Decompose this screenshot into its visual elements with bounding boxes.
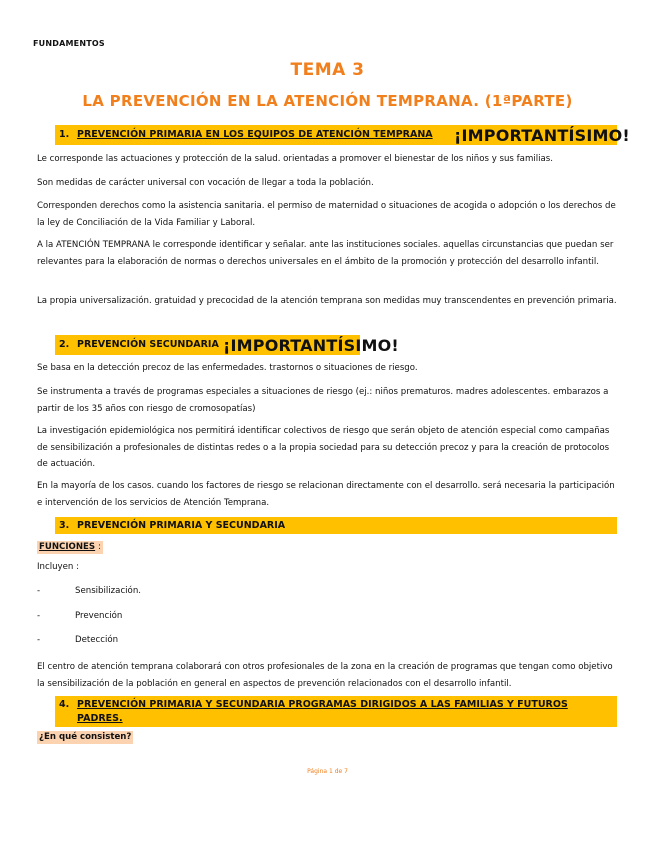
s2-paragraph-4: En la mayoría de los casos. cuando los factores de riesgo se relacionan directamente con el desarrollo. será necesaria la participación e intervención de los servicios de Atención Temprana. [37,481,615,508]
section-4-title-line1: PREVENCIÓN PRIMARIA Y SECUNDARIA PROGRAMAS DIRIGIDOS A LAS FAMILIAS Y FUTUROS [77,699,568,710]
s1-paragraph-5: La propia universalización. gratuidad y precocidad de la atención temprana son medidas muy transcendentes en prevención primaria. [37,296,617,306]
section-1-highlight: ¡IMPORTANTÍSIMO! [454,126,630,145]
header-label: FUNDAMENTOS [33,39,105,48]
s3-paragraph: El centro de atención temprana colaborará con otros profesionales de la zona en la creación de programas que tengan como objetivo la sensibilización de la población en general en aspectos de prevención relacionados con el desarrollo infantil. [37,662,613,689]
section-3-title: PREVENCIÓN PRIMARIA Y SECUNDARIA [77,520,286,531]
section-1-title: PREVENCIÓN PRIMARIA EN LOS EQUIPOS DE ATENCIÓN TEMPRANA [77,129,433,140]
s1-paragraph-3: Corresponden derechos como la asistencia sanitaria. el permiso de maternidad o situaciones de acogida o adopción o los derechos de la ley de Conciliación de la Vida Familiar y Laboral. [37,201,616,228]
section-3-heading [55,517,617,534]
question-label: ¿En qué consisten? [39,732,132,742]
funciones-label [37,541,103,554]
funciones-label-text: FUNCIONES [39,542,96,552]
section-1-number: 1. [59,129,70,140]
s2-paragraph-2: Se instrumenta a través de programas especiales a situaciones de riesgo (ej.: niños prematuros. madres adolescentes. embarazos a partir de los 35 años con riesgo de cromosopatías) [37,387,609,414]
bullet-dash: - [37,611,41,621]
page-footer: Página 1 de 7 [307,768,348,775]
s1-paragraph-1: Le corresponde las actuaciones y protección de la salud. orientadas a promover el bienestar de los niños y sus familias. [37,154,553,164]
section-4-number: 4. [59,699,70,710]
section-2-heading [55,335,399,355]
funciones-label-colon: : [98,542,102,552]
section-4-heading [55,696,617,727]
s1-paragraph-2: Son medidas de carácter universal con vocación de llegar a toda la población. [37,178,374,188]
bullet-text: Detección [75,635,119,645]
section-4-title-line2: PADRES. [77,713,123,724]
section-1-heading [55,125,630,145]
section-3-number: 3. [59,520,70,531]
bullet-text: Sensibilización. [75,586,141,596]
s2-paragraph-1: Se basa en la detección precoz de las enfermedades. trastornos o situaciones de riesgo. [37,363,418,373]
s1-paragraph-4: A la ATENCIÓN TEMPRANA le corresponde identificar y señalar. ante las instituciones sociales. aquellas circunstancias que puedan ser relevantes para la elaboración de normas o derechos universales en el ámbito de la promoción y protección del desarrollo infantil. [37,240,614,267]
tema-title: TEMA 3 [290,60,365,80]
bullet-text: Prevención [75,611,123,621]
section-2-title: PREVENCIÓN SECUNDARIA [77,339,219,350]
s3-intro: Incluyen : [37,562,79,572]
bullet-dash: - [37,586,41,596]
section-2-number: 2. [59,339,70,350]
document-subtitle: LA PREVENCIÓN EN LA ATENCIÓN TEMPRANA. (1ªPARTE) [82,92,573,110]
bullet-dash: - [37,635,41,645]
s2-paragraph-3: La investigación epidemiológica nos permitirá identificar colectivos de riesgo que serán objeto de atención especial como campañas de sensibilización a profesionales de distintas redes o a la propia sociedad para su detección precoz y para la creación de protocolos de actuación. [37,426,610,469]
section-2-highlight: ¡IMPORTANTÍSIMO! [223,336,399,355]
